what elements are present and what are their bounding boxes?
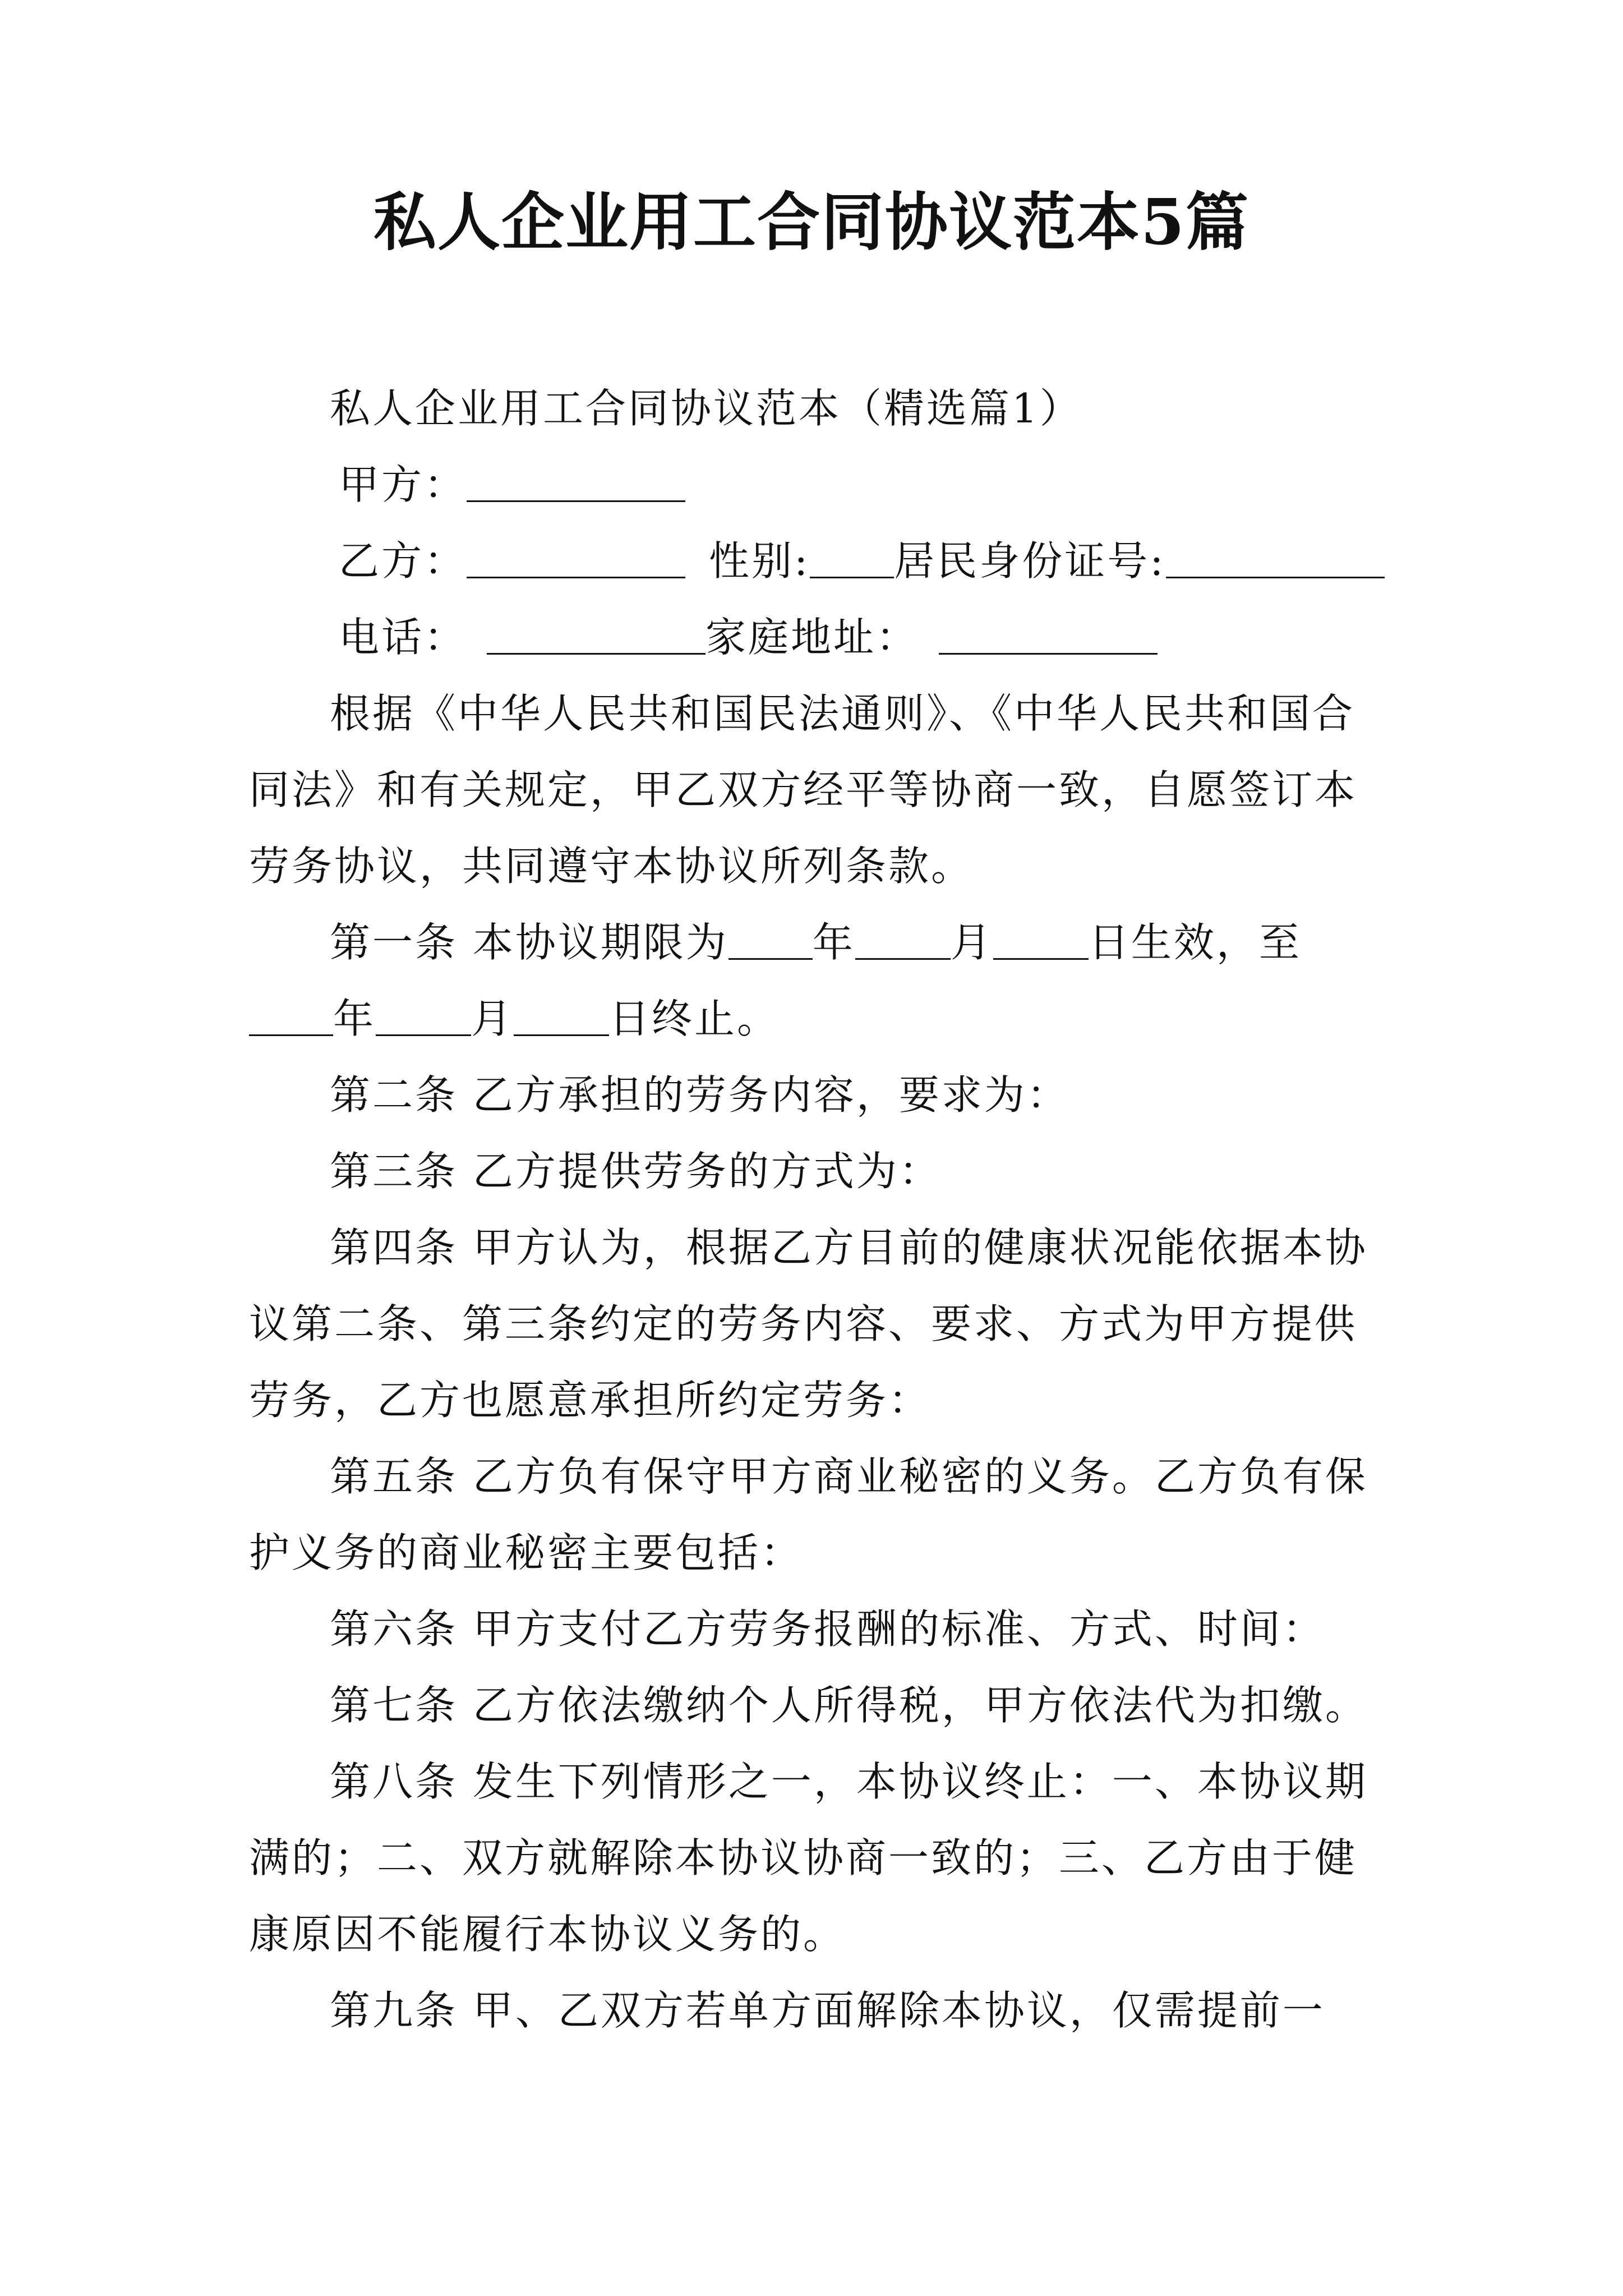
article-1-start-suffix: 日生效，至 [1088, 919, 1302, 966]
document-body [249, 370, 1387, 2049]
id-label: 居民身份证号: [894, 537, 1166, 585]
id-blank [1166, 541, 1385, 578]
article-6: 第六条 甲方支付乙方劳务报酬的标准、方式、时间： [330, 1605, 1325, 1653]
article-4: 第四条 甲方认为，根据乙方目前的健康状况能依据本协议第二条、第三条约定的劳务内容、要求、方式为甲方提供劳务，乙方也愿意承担所约定劳务： [249, 1224, 1368, 1424]
article-3: 第三条 乙方提供劳务的方式为： [330, 1148, 942, 1195]
party-a-line [249, 447, 1387, 523]
phone-line [249, 599, 1387, 675]
article-1-end-suffix: 日终止。 [609, 995, 780, 1042]
article-9: 第九条 甲、乙双方若单方面解除本协议，仅需提前一 [330, 1987, 1325, 2034]
party-a-blank [467, 464, 685, 502]
article-1-end-month-label: 月 [471, 995, 514, 1042]
article-1-end-year-label: 年 [333, 995, 376, 1042]
party-b-blank [467, 541, 685, 578]
phone-blank [487, 617, 706, 655]
article-1-day-blank [993, 922, 1089, 960]
intro-paragraph: 根据《中华人民共和国民法通则》、《中华人民共和国合同法》和有关规定，甲乙双方经平等协商一致，自愿签订本劳务协议，共同遵守本协议所列条款。 [249, 690, 1358, 890]
phone-label: 电话： [339, 614, 467, 661]
article-1-year-blank [728, 922, 813, 960]
address-blank [939, 617, 1158, 655]
document-title: 私人企业用工合同协议范本5篇 [374, 186, 1249, 259]
article-7: 第七条 乙方依法缴纳个人所得税，甲方依法代为扣缴。 [330, 1682, 1368, 1729]
party-b-line [249, 523, 1387, 599]
party-b-label: 乙方： [339, 537, 467, 585]
article-2: 第二条 乙方承担的劳务内容，要求为： [330, 1071, 1069, 1119]
address-label: 家庭地址： [706, 614, 919, 661]
article-1-end-year-blank [249, 999, 333, 1036]
gender-blank [810, 541, 894, 578]
section-heading: 私人企业用工合同协议范本（精选篇1） [330, 385, 1082, 432]
party-a-label: 甲方： [339, 461, 467, 508]
article-1 [249, 904, 1387, 1057]
article-1-year-label: 年 [812, 919, 855, 966]
gender-label: 性别: [709, 537, 810, 585]
article-5: 第五条 乙方负有保守甲方商业秘密的义务。乙方负有保护义务的商业秘密主要包括： [249, 1453, 1368, 1576]
article-1-month-label: 月 [950, 919, 993, 966]
article-8: 第八条 发生下列情形之一，本协议终止：一、本协议期满的；二、双方就解除本协议协商一致的；三、乙方由于健康原因不能履行本协议义务的。 [249, 1758, 1368, 1958]
article-1-prefix: 第一条 本协议期限为 [330, 919, 728, 966]
article-1-end-month-blank [376, 999, 471, 1036]
article-1-month-blank [855, 922, 951, 960]
article-1-end-day-blank [514, 999, 609, 1036]
